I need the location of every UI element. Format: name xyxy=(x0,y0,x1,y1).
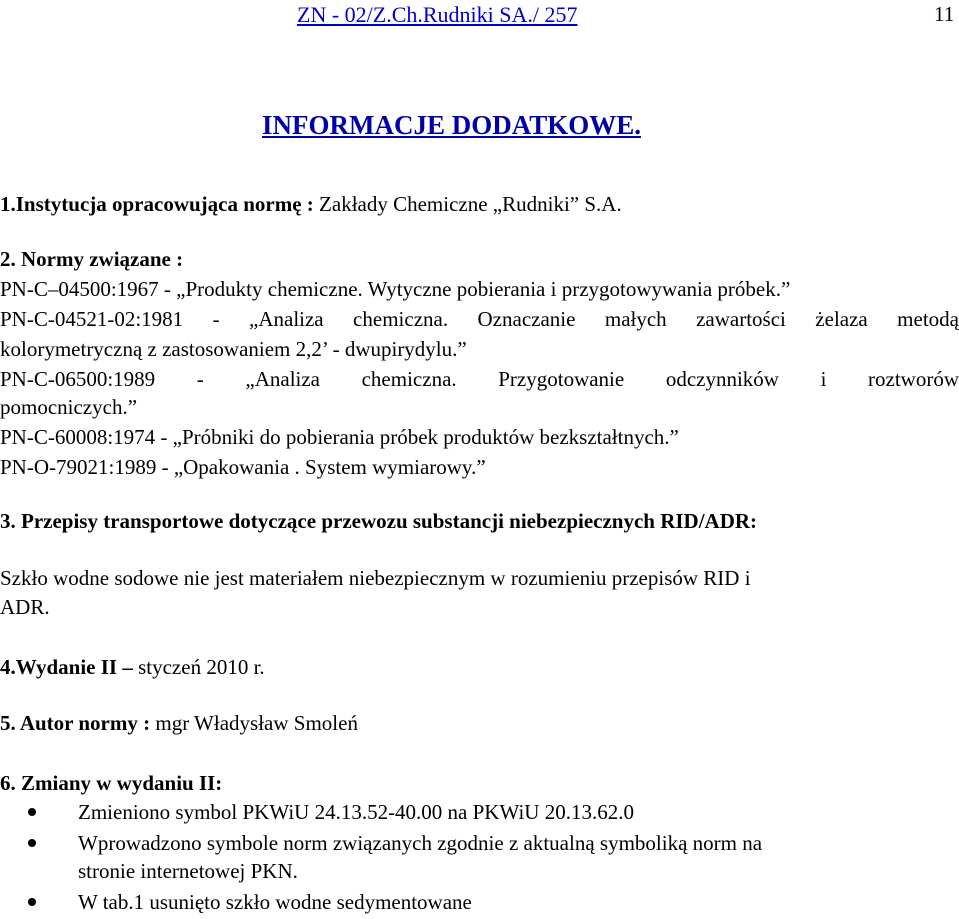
section-label: 6. Zmiany w wydaniu II: xyxy=(0,771,223,795)
list-item: Wprowadzono symbole norm związanych zgodnie z aktualną symboliką norm na xyxy=(78,831,763,855)
norm-line: PN-C-06500:1989 - „Analiza chemiczna. Przygotowanie odczynników i roztworów xyxy=(0,367,959,391)
section-value: styczeń 2010 r. xyxy=(138,655,265,679)
list-item: Zmieniono symbol PKWiU 24.13.52-40.00 na PKWiU 20.13.62.0 xyxy=(78,800,634,824)
section-label: 2. Normy związane : xyxy=(0,247,184,271)
transport-text: ADR. xyxy=(0,595,50,619)
bullet-icon xyxy=(28,898,36,906)
norm-line: PN-C–04500:1967 - „Produkty chemiczne. Wytyczne pobierania i przygotowywania próbek.” xyxy=(0,277,791,301)
section-changes-heading xyxy=(0,770,222,796)
section-author xyxy=(0,710,358,736)
list-item-continuation: stronie internetowej PKN. xyxy=(78,859,298,883)
norm-line: pomocniczych.” xyxy=(0,395,138,419)
section-value: Zakłady Chemiczne „Rudniki” S.A. xyxy=(319,192,622,216)
page-title: INFORMACJE DODATKOWE. xyxy=(262,110,642,140)
document-code-link[interactable]: ZN - 02/Z.Ch.Rudniki SA./ 257 xyxy=(297,2,578,27)
norm-line: PN-O-79021:1989 - „Opakowania . System wymiarowy.” xyxy=(0,455,486,479)
norm-line: PN-C-04521-02:1981 - „Analiza chemiczna. Oznaczanie małych zawartości żelaza metodą xyxy=(0,307,959,331)
section-label: 4.Wydanie II – xyxy=(0,655,133,679)
list-item: W tab.1 usunięto szkło wodne sedymentowane xyxy=(78,890,472,914)
section-label: 1.Instytucja opracowująca normę : xyxy=(0,192,314,216)
norm-line: PN-C-60008:1974 - „Próbniki do pobierania próbek produktów bezkształtnych.” xyxy=(0,425,679,449)
section-related-norms-heading xyxy=(0,246,183,272)
transport-text: Szkło wodne sodowe nie jest materiałem niebezpiecznym w rozumieniu przepisów RID i xyxy=(0,566,751,590)
page-header xyxy=(0,0,959,30)
section-label: 3. Przepisy transportowe dotyczące przewozu substancji niebezpiecznych RID/ADR: xyxy=(0,509,758,533)
section-edition xyxy=(0,654,265,680)
norm-line: kolorymetryczną z zastosowaniem 2,2’ - dwupirydylu.” xyxy=(0,337,467,361)
bullet-icon xyxy=(28,839,36,847)
section-value: mgr Władysław Smoleń xyxy=(155,711,358,735)
section-label: 5. Autor normy : xyxy=(0,711,151,735)
section-institution xyxy=(0,191,622,217)
bullet-icon xyxy=(28,808,36,816)
page-number: 11 xyxy=(934,2,955,26)
section-transport-heading xyxy=(0,508,757,534)
